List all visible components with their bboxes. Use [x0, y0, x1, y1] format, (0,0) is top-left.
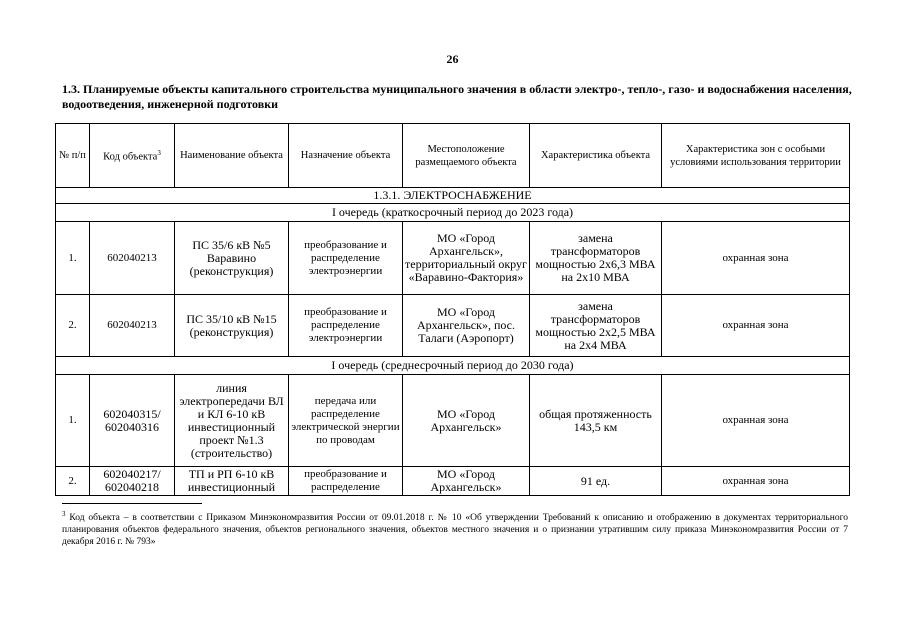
page-number: 26 [446, 52, 459, 66]
cell-name: ПС 35/6 кВ №5 Варавино (реконструкция) [175, 222, 289, 295]
header-characteristic: Характеристика объекта [530, 124, 662, 188]
cell-characteristic: общая протяженность 143,5 км [530, 375, 662, 467]
header-code [90, 124, 175, 188]
cell-code: 602040217/ 602040218 [90, 467, 175, 496]
cell-name: ТП и РП 6-10 кВ инвестиционный [175, 467, 289, 496]
section-row [56, 188, 850, 204]
cell-location: МО «Город Архангельск», пос. Талаги (Аэропорт) [403, 295, 530, 357]
cell-characteristic: 91 ед. [530, 467, 662, 496]
stage2-heading: I очередь (среднесрочный период до 2030 года) [56, 357, 850, 375]
footnote-text: Код объекта – в соответствии с Приказом Минэкономразвития России от 09.01.2018 г. № 10 «Об утверждении Требований к описанию и отображению в документах территориального планирования объектов федерального значения, объектов регионального значения, объектов местного значения и о признании утратившим силу приказа Минэкономразвития России от 7 декабря 2016 г. № 793» [62, 513, 848, 548]
table-row [56, 295, 850, 357]
footnote-divider [62, 503, 202, 504]
cell-code: 602040213 [90, 295, 175, 357]
cell-name: ПС 35/10 кВ №15 (реконструкция) [175, 295, 289, 357]
cell-zones: охранная зона [662, 295, 850, 357]
stage-row [56, 204, 850, 222]
cell-zones: охранная зона [662, 375, 850, 467]
cell-location: МО «Город Архангельск» [403, 467, 530, 496]
table-row [56, 467, 850, 496]
table-row [56, 222, 850, 295]
cell-purpose: преобразование и распределение электроэнергии [289, 295, 403, 357]
header-code-label: Код объекта [103, 151, 158, 163]
cell-characteristic: замена трансформаторов мощностью 2х2,5 МВА на 2х4 МВА [530, 295, 662, 357]
header-purpose: Назначение объекта [289, 124, 403, 188]
table-row [56, 375, 850, 467]
stage-row [56, 357, 850, 375]
header-location: Местоположение размещаемого объекта [403, 124, 530, 188]
cell-zones: охранная зона [662, 467, 850, 496]
cell-num: 2. [56, 467, 90, 496]
cell-zones: охранная зона [662, 222, 850, 295]
cell-num: 1. [56, 375, 90, 467]
cell-characteristic: замена трансформаторов мощностью 2х6,3 МВА на 2х10 МВА [530, 222, 662, 295]
header-zones: Характеристика зон с особыми условиями использования территории [662, 124, 850, 188]
cell-purpose: преобразование и распределение электроэнергии [289, 222, 403, 295]
cell-purpose: преобразование и распределение [289, 467, 403, 496]
footnote-mark: 3 [62, 510, 66, 518]
header-num: № п/п [56, 124, 90, 188]
capital-objects-table [55, 123, 850, 496]
cell-code: 602040213 [90, 222, 175, 295]
cell-code: 602040315/ 602040316 [90, 375, 175, 467]
section-title: 1.3. Планируемые объекты капитального строительства муниципального значения в области электро-, тепло-, газо- и водоснабжения населения, водоотведения, инженерной подготовки [62, 82, 852, 111]
cell-num: 1. [56, 222, 90, 295]
cell-purpose: передача или распределение электрической энергии по проводам [289, 375, 403, 467]
stage1-heading: I очередь (краткосрочный период до 2023 года) [56, 204, 850, 222]
cell-num: 2. [56, 295, 90, 357]
cell-location: МО «Город Архангельск» [403, 375, 530, 467]
table-header-row [56, 124, 850, 188]
cell-name: линия электропередачи ВЛ и КЛ 6-10 кВ инвестиционный проект №1.3 (строительство) [175, 375, 289, 467]
header-name: Наименование объекта [175, 124, 289, 188]
cell-location: МО «Город Архангельск», территориальный округ «Варавино-Фактория» [403, 222, 530, 295]
section-heading: 1.3.1. ЭЛЕКТРОСНАБЖЕНИЕ [56, 188, 850, 204]
footnote-ref: 3 [157, 149, 161, 158]
footnote [62, 508, 848, 548]
